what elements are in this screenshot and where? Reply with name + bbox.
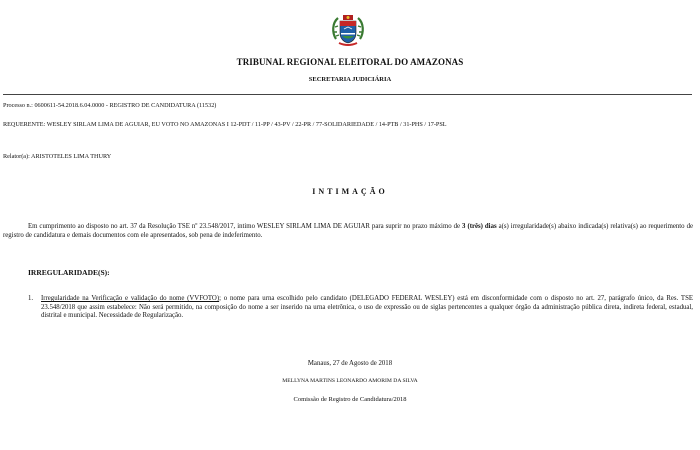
irregularity-text: ; o nome para urna escolhido pelo candidato (DELEGADO FEDERAL WESLEY) está em disconformidade com o disposto no art. 27, parágrafo único, da Res. TSE 23.548/2018 que assim estabelece: Não será permitido, na composição do nome a ser inserido na urna eletrônica, o uso de expressão ou de siglas pertencentes a qualquer órgão da administração pública direta, indireta federal, estadual, distrital e municipal. Necessidade de Regularização.	[41, 295, 694, 320]
notice-body	[3, 223, 693, 240]
coat-of-arms-icon	[330, 13, 366, 49]
signatory-name: MELLYNA MARTINS LEONARDO AMORIM DA SILVA	[282, 378, 418, 384]
notice-body-end: a(s) irregularidade(s) abaixo indicada(s) relativa(s) ao requerimento de registro de candidatura e demais documentos com ele apresentados, sob pena de indeferimento.	[3, 223, 693, 239]
signatory-role: Comissão de Registro de Candidatura/2018	[293, 396, 407, 403]
rapporteur-line: Relator(a): ARISTOTELES LIMA THURY	[3, 153, 112, 160]
department-name: SECRETARIA JUDICIÁRIA	[308, 76, 392, 83]
irregularities-heading: IRREGULARIDADE(S):	[28, 268, 110, 277]
court-name: TRIBUNAL REGIONAL ELEITORAL DO AMAZONAS	[236, 57, 464, 67]
header-divider	[3, 94, 692, 95]
irregularity-number: 1.	[28, 295, 34, 302]
irregularity-link[interactable]: Irregularidade na Verificação e validação do nome (VVFOTO)	[41, 295, 220, 302]
irregularity-description	[41, 295, 693, 321]
requester-line: REQUERENTE: WESLEY SIRLAM LIMA DE AGUIAR, EU VOTO NO AMAZONAS I 12-PDT / 11-PP / 43-PV / 22-PR / 77-SOLIDARIEDADE / 14-PTB / 31-PHS / 17-PSL	[3, 121, 447, 128]
notice-title: INTIMAÇÃO	[312, 187, 388, 196]
notice-body-start: Em cumprimento ao disposto no art. 37 da Resolução TSE nº 23.548/2017, intimo WESLEY SIRLAM LIMA DE AGUIAR para suprir no prazo máximo de	[28, 223, 463, 230]
signature-place-date: Manaus, 27 de Agosto de 2018	[307, 360, 393, 367]
process-number: Processo n.: 0600611-54.2018.6.04.0000 - REGISTRO DE CANDIDATURA (11532)	[3, 102, 217, 109]
deadline-text: 3 (três) dias	[462, 223, 497, 230]
irregularity-item	[28, 295, 693, 321]
